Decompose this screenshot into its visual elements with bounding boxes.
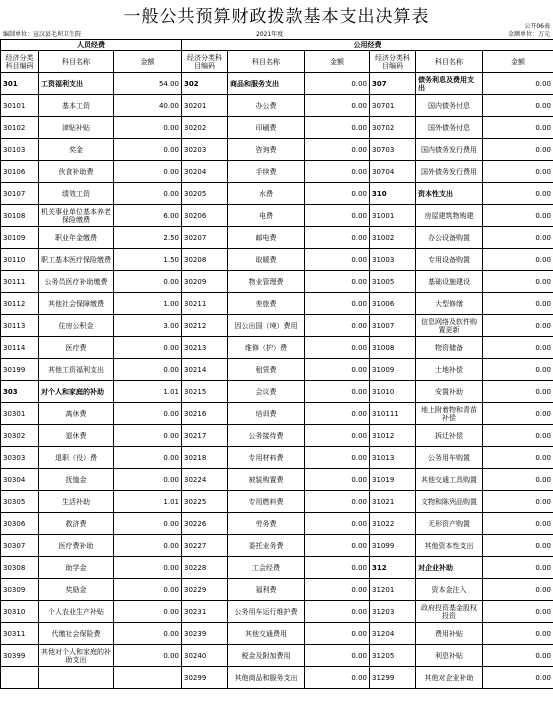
cell-code: 30108: [1, 205, 39, 227]
cell-name: 拆迁补偿: [416, 425, 483, 447]
cell-name: 公务用车购置: [416, 447, 483, 469]
cell-name: 奖励金: [39, 579, 114, 601]
cell-code: 30231: [182, 601, 228, 623]
cell-amount: 0.00: [483, 623, 553, 645]
cell-code: 30112: [1, 293, 39, 315]
cell-code: 31009: [370, 359, 416, 381]
cell-amount: 0.00: [305, 315, 370, 337]
cell-code: 31201: [370, 579, 416, 601]
cell-name: 救济费: [39, 513, 114, 535]
cell-code: 30214: [182, 359, 228, 381]
table-row: [1, 337, 553, 359]
cell-name: 利息补贴: [416, 645, 483, 667]
cell-code: 30216: [182, 403, 228, 425]
cell-amount: 0.00: [305, 667, 370, 689]
cell-code: 30207: [182, 227, 228, 249]
cell-name: 工会经费: [228, 557, 305, 579]
cell-name: 退休费: [39, 425, 114, 447]
cell-amount: 0.00: [114, 579, 182, 601]
cell-amount: 0.00: [114, 183, 182, 205]
cell-name: 其他社会保障缴费: [39, 293, 114, 315]
cell-name: 对个人和家庭的补助: [39, 381, 114, 403]
cell-name: 国内债务发行费用: [416, 139, 483, 161]
cell-amount: 0.00: [114, 623, 182, 645]
cell-name: 福利费: [228, 579, 305, 601]
cell-code: 31006: [370, 293, 416, 315]
col-name: 科目名称: [228, 51, 305, 73]
table-row: [1, 227, 553, 249]
cell-name: 伙食补助费: [39, 161, 114, 183]
table-row: [1, 205, 553, 227]
cell-amount: 0.00: [305, 161, 370, 183]
cell-amount: 0.00: [483, 557, 553, 579]
cell-name: 因公出国（境）费用: [228, 315, 305, 337]
cell-amount: 0.00: [483, 293, 553, 315]
cell-code: 30212: [182, 315, 228, 337]
cell-code: 30203: [182, 139, 228, 161]
cell-name: 机关事业单位基本养老保险缴费: [39, 205, 114, 227]
cell-name: 债务利息及费用支出: [416, 73, 483, 95]
cell-code: 30199: [1, 359, 39, 381]
cell-amount: 0.00: [305, 601, 370, 623]
cell-amount: 0.00: [114, 271, 182, 293]
cell-name: 取暖费: [228, 249, 305, 271]
cell-code: 30226: [182, 513, 228, 535]
table-row: [1, 623, 553, 645]
cell-amount: 2.50: [114, 227, 182, 249]
cell-amount: 0.00: [305, 579, 370, 601]
cell-code: 30111: [1, 271, 39, 293]
cell-code: 30309: [1, 579, 39, 601]
cell-name: 奖金: [39, 139, 114, 161]
cell-code: 30703: [370, 139, 416, 161]
table-row: [1, 161, 553, 183]
cell-amount: 0.00: [114, 513, 182, 535]
group-header-row: [1, 40, 553, 51]
cell-amount: 0.00: [305, 139, 370, 161]
cell-name: 对企业补助: [416, 557, 483, 579]
cell-name: 其他对个人和家庭的补助支出: [39, 645, 114, 667]
cell-code: 30701: [370, 95, 416, 117]
cell-amount: 0.00: [483, 139, 553, 161]
cell-amount: 1.01: [114, 491, 182, 513]
cell-name: 费用补贴: [416, 623, 483, 645]
cell-amount: 54.00: [114, 73, 182, 95]
cell-code: 30240: [182, 645, 228, 667]
cell-amount: 6.00: [114, 205, 182, 227]
cell-amount: 0.00: [483, 359, 553, 381]
cell-amount: 0.00: [483, 183, 553, 205]
cell-code: 30308: [1, 557, 39, 579]
cell-name: 公务用车运行维护费: [228, 601, 305, 623]
cell-code: 310: [370, 183, 416, 205]
money-unit: 金额单位：万元: [507, 31, 550, 38]
page-title: 一般公共预算财政拨款基本支出决算表: [123, 7, 430, 27]
table-row: [1, 95, 553, 117]
cell-name: 住房公积金: [39, 315, 114, 337]
cell-name: 资本性支出: [416, 183, 483, 205]
cell-amount: 0.00: [483, 117, 553, 139]
cell-code: 30202: [182, 117, 228, 139]
cell-name: 抚恤金: [39, 469, 114, 491]
cell-amount: 0.00: [114, 447, 182, 469]
col-code: 经济分类科目编码: [182, 51, 228, 73]
cell-amount: 0.00: [114, 117, 182, 139]
cell-code: 30239: [182, 623, 228, 645]
table-row: [1, 447, 553, 469]
cell-name: 其他商品和服务支出: [228, 667, 305, 689]
cell-amount: 0.00: [305, 337, 370, 359]
cell-name: 差旅费: [228, 293, 305, 315]
cell-code: 31299: [370, 667, 416, 689]
cell-name: 咨询费: [228, 139, 305, 161]
cell-amount: 0.00: [305, 359, 370, 381]
cell-amount: 0.00: [483, 73, 553, 95]
cell-amount: 0.00: [305, 403, 370, 425]
cell-amount: 0.00: [305, 271, 370, 293]
cell-code: 30227: [182, 535, 228, 557]
cell-amount: 0.00: [114, 601, 182, 623]
cell-amount: 40.00: [114, 95, 182, 117]
cell-code: 307: [370, 73, 416, 95]
cell-code: 302: [182, 73, 228, 95]
cell-amount: 0.00: [305, 513, 370, 535]
table-row: [1, 601, 553, 623]
cell-amount: 0.00: [114, 425, 182, 447]
cell-code: 30305: [1, 491, 39, 513]
cell-code: 30228: [182, 557, 228, 579]
cell-name: 土地补偿: [416, 359, 483, 381]
cell-name: 公务员医疗补助缴费: [39, 271, 114, 293]
cell-name: 职业年金缴费: [39, 227, 114, 249]
column-header-row: [1, 51, 553, 73]
cell-code: 30229: [182, 579, 228, 601]
cell-name: 会议费: [228, 381, 305, 403]
cell-code: 31001: [370, 205, 416, 227]
cell-code: 31021: [370, 491, 416, 513]
cell-amount: 0.00: [483, 381, 553, 403]
cell-code: 30224: [182, 469, 228, 491]
cell-code: 31005: [370, 271, 416, 293]
cell-amount: 0.00: [305, 73, 370, 95]
cell-amount: 0.00: [483, 447, 553, 469]
table-row: [1, 403, 553, 425]
cell-code: 30206: [182, 205, 228, 227]
cell-code: 30304: [1, 469, 39, 491]
cell-name: 其他交通费用: [228, 623, 305, 645]
cell-name: 电费: [228, 205, 305, 227]
cell-amount: 0.00: [114, 557, 182, 579]
cell-name: 国内债务付息: [416, 95, 483, 117]
col-amount: 金额: [483, 51, 553, 73]
table-row: [1, 117, 553, 139]
table-row: [1, 557, 553, 579]
cell-name: 基本工资: [39, 95, 114, 117]
cell-name: 代缴社会保险费: [39, 623, 114, 645]
cell-code: 30103: [1, 139, 39, 161]
cell-code: 30299: [182, 667, 228, 689]
public-header: 公用经费: [182, 40, 553, 51]
cell-amount: 0.00: [305, 447, 370, 469]
table-row: [1, 513, 553, 535]
cell-name: 其他交通工具购置: [416, 469, 483, 491]
cell-amount: 0.00: [305, 645, 370, 667]
cell-code: 31099: [370, 535, 416, 557]
cell-code: 31010: [370, 381, 416, 403]
cell-amount: 0.00: [114, 161, 182, 183]
cell-code: 30101: [1, 95, 39, 117]
cell-amount: 0.00: [305, 117, 370, 139]
cell-amount: 3.00: [114, 315, 182, 337]
cell-name: 房屋建筑物购建: [416, 205, 483, 227]
cell-amount: 1.00: [114, 293, 182, 315]
cell-amount: 0.00: [305, 183, 370, 205]
cell-name: 无形资产购置: [416, 513, 483, 535]
cell-amount: 0.00: [483, 249, 553, 271]
cell-name: 水费: [228, 183, 305, 205]
cell-code: 31022: [370, 513, 416, 535]
cell-amount: 0.00: [483, 667, 553, 689]
cell-amount: 0.00: [305, 95, 370, 117]
cell-name: 工资福利支出: [39, 73, 114, 95]
cell-name: 劳务费: [228, 513, 305, 535]
cell-name: 其他工资福利支出: [39, 359, 114, 381]
cell-amount: 0.00: [114, 359, 182, 381]
form-number: 公开06表: [524, 23, 550, 30]
cell-amount: 1.50: [114, 249, 182, 271]
cell-name: 商品和服务支出: [228, 73, 305, 95]
cell-amount: 0.00: [305, 205, 370, 227]
cell-name: 大型修缮: [416, 293, 483, 315]
cell-amount: 0.00: [483, 161, 553, 183]
cell-name: 手续费: [228, 161, 305, 183]
cell-code: 30310: [1, 601, 39, 623]
table-row: [1, 425, 553, 447]
cell-code: 30106: [1, 161, 39, 183]
col-amount: 金额: [305, 51, 370, 73]
cell-name: 医疗费补助: [39, 535, 114, 557]
table-row: [1, 183, 553, 205]
cell-name: 租赁费: [228, 359, 305, 381]
cell-name: 政府投资基金股权投资: [416, 601, 483, 623]
table-row: [1, 535, 553, 557]
cell-code: 31203: [370, 601, 416, 623]
cell-name: 个人农业生产补贴: [39, 601, 114, 623]
cell-amount: 0.00: [305, 623, 370, 645]
cell-amount: 0.00: [483, 579, 553, 601]
cell-amount: 1.01: [114, 381, 182, 403]
table-row: [1, 667, 553, 689]
cell-code: 30217: [182, 425, 228, 447]
cell-amount: 0.00: [114, 139, 182, 161]
cell-amount: 0.00: [483, 645, 553, 667]
cell-name: 专用设备购置: [416, 249, 483, 271]
cell-name: 被装购置费: [228, 469, 305, 491]
cell-amount: 0.00: [305, 425, 370, 447]
cell-code: 30306: [1, 513, 39, 535]
cell-name: 绩效工资: [39, 183, 114, 205]
cell-code: 30209: [182, 271, 228, 293]
fiscal-year: 2021年度: [256, 31, 284, 38]
cell-code: 30399: [1, 645, 39, 667]
cell-name: 物资储备: [416, 337, 483, 359]
cell-code: 312: [370, 557, 416, 579]
cell-amount: 0.00: [305, 381, 370, 403]
cell-code: 30208: [182, 249, 228, 271]
cell-name: 地上附着物和青苗补偿: [416, 403, 483, 425]
cell-amount: 0.00: [305, 557, 370, 579]
cell-code: 31008: [370, 337, 416, 359]
cell-name: 办公费: [228, 95, 305, 117]
cell-name: 信息网络及软件购置更新: [416, 315, 483, 337]
cell-code: 30107: [1, 183, 39, 205]
cell-amount: 0.00: [483, 315, 553, 337]
cell-name: 文物和陈列品购置: [416, 491, 483, 513]
personnel-header: 人员经费: [1, 40, 182, 51]
table-row: [1, 381, 553, 403]
cell-amount: 0.00: [305, 227, 370, 249]
cell-code: 30307: [1, 535, 39, 557]
cell-name: 津贴补贴: [39, 117, 114, 139]
table-row: [1, 491, 553, 513]
cell-amount: 0.00: [305, 535, 370, 557]
cell-amount: 0.00: [483, 491, 553, 513]
cell-name: 国外债务付息: [416, 117, 483, 139]
cell-amount: 0.00: [305, 491, 370, 513]
cell-amount: 0.00: [483, 535, 553, 557]
cell-code: 31003: [370, 249, 416, 271]
cell-amount: 0.00: [483, 513, 553, 535]
cell-name: 退职（役）费: [39, 447, 114, 469]
cell-name: 专用燃料费: [228, 491, 305, 513]
cell-amount: 0.00: [305, 469, 370, 491]
cell-code: 30704: [370, 161, 416, 183]
cell-code: 30109: [1, 227, 39, 249]
cell-code: 30113: [1, 315, 39, 337]
cell-code: 30301: [1, 403, 39, 425]
col-name: 科目名称: [39, 51, 114, 73]
cell-amount: 0.00: [114, 337, 182, 359]
cell-name: 邮电费: [228, 227, 305, 249]
cell-name: 医疗费: [39, 337, 114, 359]
cell-code: 30225: [182, 491, 228, 513]
cell-name: 离休费: [39, 403, 114, 425]
cell-code: 31013: [370, 447, 416, 469]
cell-name: 生活补助: [39, 491, 114, 513]
col-amount: 金额: [114, 51, 182, 73]
cell-code: 30311: [1, 623, 39, 645]
table-row: [1, 271, 553, 293]
cell-name: 印刷费: [228, 117, 305, 139]
cell-name: 税金及附加费用: [228, 645, 305, 667]
cell-name: [39, 667, 114, 689]
cell-code: [1, 667, 39, 689]
table-row: [1, 645, 553, 667]
cell-code: 30114: [1, 337, 39, 359]
cell-code: 30204: [182, 161, 228, 183]
cell-name: 国外债务发行费用: [416, 161, 483, 183]
cell-code: 31205: [370, 645, 416, 667]
cell-code: 31019: [370, 469, 416, 491]
cell-code: 303: [1, 381, 39, 403]
cell-amount: 0.00: [114, 403, 182, 425]
cell-code: 31002: [370, 227, 416, 249]
cell-name: 职工基本医疗保险缴费: [39, 249, 114, 271]
col-name: 科目名称: [416, 51, 483, 73]
cell-code: 31204: [370, 623, 416, 645]
cell-code: 30213: [182, 337, 228, 359]
cell-amount: 0.00: [483, 337, 553, 359]
cell-name: 专用材料费: [228, 447, 305, 469]
cell-name: 培训费: [228, 403, 305, 425]
cell-code: 30211: [182, 293, 228, 315]
cell-name: 资本金注入: [416, 579, 483, 601]
cell-code: 30205: [182, 183, 228, 205]
table-row: [1, 249, 553, 271]
table-row: [1, 293, 553, 315]
cell-amount: 0.00: [483, 227, 553, 249]
cell-amount: 0.00: [483, 205, 553, 227]
cell-amount: 0.00: [305, 293, 370, 315]
table-row: [1, 579, 553, 601]
cell-amount: 0.00: [483, 469, 553, 491]
cell-amount: 0.00: [483, 271, 553, 293]
cell-name: 其他对企业补助: [416, 667, 483, 689]
col-code: 经济分类科目编码: [370, 51, 416, 73]
cell-amount: 0.00: [483, 403, 553, 425]
table-row: [1, 315, 553, 337]
cell-code: 31012: [370, 425, 416, 447]
cell-code: 30218: [182, 447, 228, 469]
cell-code: 310111: [370, 403, 416, 425]
cell-name: 维修（护）费: [228, 337, 305, 359]
cell-name: 委托业务费: [228, 535, 305, 557]
cell-amount: 0.00: [483, 425, 553, 447]
table-row: [1, 139, 553, 161]
cell-amount: [114, 667, 182, 689]
cell-code: 30201: [182, 95, 228, 117]
cell-code: 30302: [1, 425, 39, 447]
cell-code: 301: [1, 73, 39, 95]
cell-name: 安置补助: [416, 381, 483, 403]
cell-code: 30702: [370, 117, 416, 139]
cell-name: 助学金: [39, 557, 114, 579]
cell-name: 其他资本性支出: [416, 535, 483, 557]
cell-name: 公务接待费: [228, 425, 305, 447]
cell-name: 基础设施建设: [416, 271, 483, 293]
cell-code: 30110: [1, 249, 39, 271]
expenditure-table: [0, 39, 553, 689]
table-row: [1, 359, 553, 381]
cell-amount: 0.00: [114, 469, 182, 491]
table-row: [1, 73, 553, 95]
cell-amount: 0.00: [305, 249, 370, 271]
table-row: [1, 469, 553, 491]
col-code: 经济分类科目编码: [1, 51, 39, 73]
cell-name: 办公设备购置: [416, 227, 483, 249]
cell-amount: 0.00: [483, 601, 553, 623]
cell-code: 30102: [1, 117, 39, 139]
cell-amount: 0.00: [114, 535, 182, 557]
cell-amount: 0.00: [114, 645, 182, 667]
cell-code: 31007: [370, 315, 416, 337]
cell-code: 30303: [1, 447, 39, 469]
cell-code: 30215: [182, 381, 228, 403]
compiling-unit: 编制单位：宣汉县毛坝卫生院: [3, 31, 82, 38]
cell-name: 物业管理费: [228, 271, 305, 293]
cell-amount: 0.00: [483, 95, 553, 117]
